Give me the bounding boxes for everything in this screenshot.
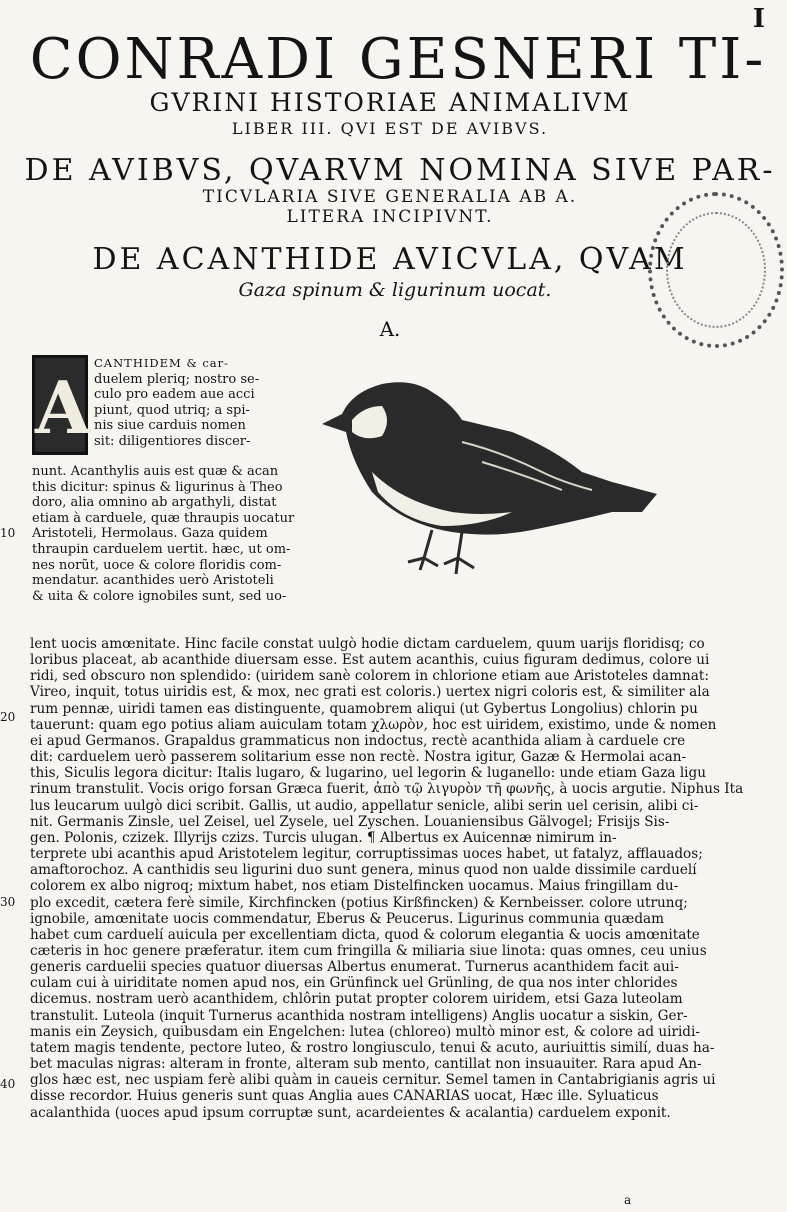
text-line: piunt, quod utriq; a spi- xyxy=(94,402,250,418)
text-line: nunt. Acanthylis auis est quæ & acan xyxy=(32,464,279,479)
line-number-10: 10 xyxy=(0,526,16,540)
text-line: acalanthida (uoces apud ipsum corruptæ sunt, acardeientes & acalantia) carduelem exponit. xyxy=(30,1104,671,1121)
text-line: gen. Polonis, czizek. Illyrijs czizs. Turcis ulugan. ¶ Albertus ex Auicennæ nimirum in- xyxy=(30,829,617,846)
text-line: plo excedit, cætera ferè simile, Kirchfincken (potius Kirßfincken) & Kernbeisser. colore utrunq; xyxy=(30,894,688,911)
text-line: thraupin carduelem uertit. hæc, ut om- xyxy=(32,541,291,557)
text-line: doro, alia omnino ab argathyli, distat xyxy=(32,495,277,511)
text-line: this dicitur: spinus & ligurinus à Theo xyxy=(32,479,283,495)
text-line: lent uocis amœnitate. Hinc facile constat uulgò hodie dictam carduelem, quum uarijs floridisq; co xyxy=(30,636,705,652)
text-line: lus leucarum uulgò dici scribit. Gallis, ut audio, appellatur senicle, alibi serin uel cerisin, alibi ci- xyxy=(30,797,699,814)
text-line: habet cum carduelí auicula per excellentiam dicta, quod & colorum elegantia & uocis amœnitate xyxy=(30,926,700,943)
text-line: ei apud Germanos. Grapaldus grammaticus non indoctus, rectè acanthida aliam à carduele cre xyxy=(30,732,686,749)
line-number-40: 40 xyxy=(0,1077,16,1091)
text-line: culam cui à uiriditate nomen apud nos, ein Grünfinck uel Grünling, de qua nos inter chlorides xyxy=(30,975,678,992)
page-folio: I xyxy=(752,4,765,34)
left-column-top xyxy=(94,356,300,450)
library-stamp xyxy=(648,192,784,348)
text-line: nes norũt, uoce & colore floridis com- xyxy=(32,557,282,573)
text-line: this, Siculis legora dicitur: Italis lugaro, & lugarino, uel legorin & luganello: unde etiam Gaza ligu xyxy=(30,765,706,782)
section-heading-line-1: DE AVIBVS, QVARVM NOMINA SIVE PAR- xyxy=(24,153,776,188)
decorated-initial: A xyxy=(32,355,88,455)
left-column-bottom xyxy=(32,464,312,604)
text-line: ignobile, amœnitate uocis commendatur, Eberus & Peucerus. Ligurinus communia quædam xyxy=(30,910,665,927)
text-line: mendatur. acanthides uerò Aristoteli xyxy=(32,573,274,589)
body-text xyxy=(30,636,778,1121)
text-line: & uita & colore ignobiles sunt, sed uo- xyxy=(32,588,287,604)
text-line: CANTHIDEM & car- xyxy=(94,356,230,370)
text-line: bet maculas nigras: alteram in fronte, alteram sub mento, cantillat non insuauiter. Rara apud An- xyxy=(30,1056,702,1073)
text-line: transtulit. Luteola (inquit Turnerus acanthida nostram intelligens) Anglis uocatur a siskin, Ger- xyxy=(30,1007,688,1024)
text-line: terprete ubi acanthis apud Aristotelem legitur, corruptissimas uoces habet, ut fatalyz, afflauados; xyxy=(30,846,703,863)
text-line: tatem magis tendente, pectore luteo, & rostro longiusculo, tenui & acuto, auriuittis similí, duas ha- xyxy=(30,1039,715,1056)
text-line: manis ein Zeysich, quibusdam ein Engelchen: lutea (chloreo) multò minor est, & colore ad uiridi- xyxy=(30,1023,700,1040)
catchword: a xyxy=(624,1193,632,1207)
text-line: dicemus. nostram uerò acanthidem, chlôrin putat propter colorem uiridem, etsi Gaza luteolam xyxy=(30,991,683,1008)
text-line: glos hæc est, nec uspiam ferè alibi quàm in caueis cernitur. Semel tamen in Cantabrigianis agris ui xyxy=(30,1072,716,1089)
text-line: Aristoteli, Hermolaus. Gaza quidem xyxy=(32,526,268,542)
text-line: rinum transtulit. Vocis origo forsan Græca fuerit, ἀπὸ τῷ λιγυρὸν τῆ φωνῆς, à uocis argutie. Niphus Ita xyxy=(30,781,744,798)
letter-heading: A. xyxy=(379,317,401,341)
text-line: etiam à carduele, quæ thraupis uocatur xyxy=(32,510,295,526)
text-line: ridi, sed obscuro non splendido: (uiridem sanè colorem in chlorione etiam aue Aristoteles damnat: xyxy=(30,668,709,685)
text-line: cæteris in hoc genere præferatur. item cum fringilla & miliaria siue linota: quas omnes, ceu unius xyxy=(30,942,707,959)
text-line: culo pro eadem aue acci xyxy=(94,387,255,403)
text-line: dit: carduelem uerò passerem solitarium esse non rectè. Nostra igitur, Gazæ & Hermolai acan- xyxy=(30,749,687,766)
text-line: generis carduelii species quatuor diuersas Albertus enumerat. Turnerus acanthidem facit aui- xyxy=(30,959,679,976)
text-line: Vireo, inquit, totus uiridis est, & mox, nec grati est coloris.) uertex nigri coloris est, & similiter ala xyxy=(30,684,710,701)
text-line: disse recordor. Huius generis sunt quas Anglia aues CANARIAS uocat, Hæc ille. Syluaticus xyxy=(30,1088,659,1105)
text-line: nit. Germanis Zinsle, uel Zeisel, uel Zysele, uel Zyschen. Louaniensibus Gälvogel; Frisijs Sis- xyxy=(30,813,670,830)
text-line: loribus placeat, ab acanthide diuersam esse. Est autem acanthis, cuius figuram dedimus, colore ui xyxy=(30,652,710,669)
chapter-heading: DE ACANTHIDE AVICVLA, QVAM xyxy=(92,242,688,277)
section-heading-line-3: LITERA INCIPIVNT. xyxy=(286,207,494,227)
text-line: nis siue carduis nomen xyxy=(94,418,246,434)
title-line-1: CONRADI GESNERI TI- xyxy=(29,27,767,92)
chapter-subheading: Gaza spinum & ligurinum uocat. xyxy=(238,279,552,301)
text-line: duelem pleriq; nostro se- xyxy=(94,371,260,387)
section-heading-line-2: TICVLARIA SIVE GENERALIA AB A. xyxy=(202,187,578,207)
text-line: rum pennæ, uiridi tamen eas distinguente, quamobrem aliqui (ut Gybertus Longolius) chlorin pu xyxy=(30,700,698,717)
text-line: tauerunt: quam ego potius aliam auiculam totam χλωρὸν, hoc est uiridem, existimo, unde & nomen xyxy=(30,716,717,733)
title-line-3: LIBER III. QVI EST DE AVIBVS. xyxy=(231,119,549,138)
line-number-30: 30 xyxy=(0,895,16,909)
title-line-2: GVRINI HISTORIAE ANIMALIVM xyxy=(149,88,631,117)
bird-woodcut-illustration xyxy=(312,362,662,592)
text-line: colorem ex albo nigroq; mixtum habet, nos etiam Distelfincken uocamus. Maius fringillam du- xyxy=(30,878,679,895)
text-line: sit: diligentiores discer- xyxy=(94,433,251,449)
line-number-20: 20 xyxy=(0,710,16,724)
text-line: amaftorochoz. A canthidis seu ligurini duo sunt genera, minus quod non ualde dissimile carduelí xyxy=(30,862,697,879)
